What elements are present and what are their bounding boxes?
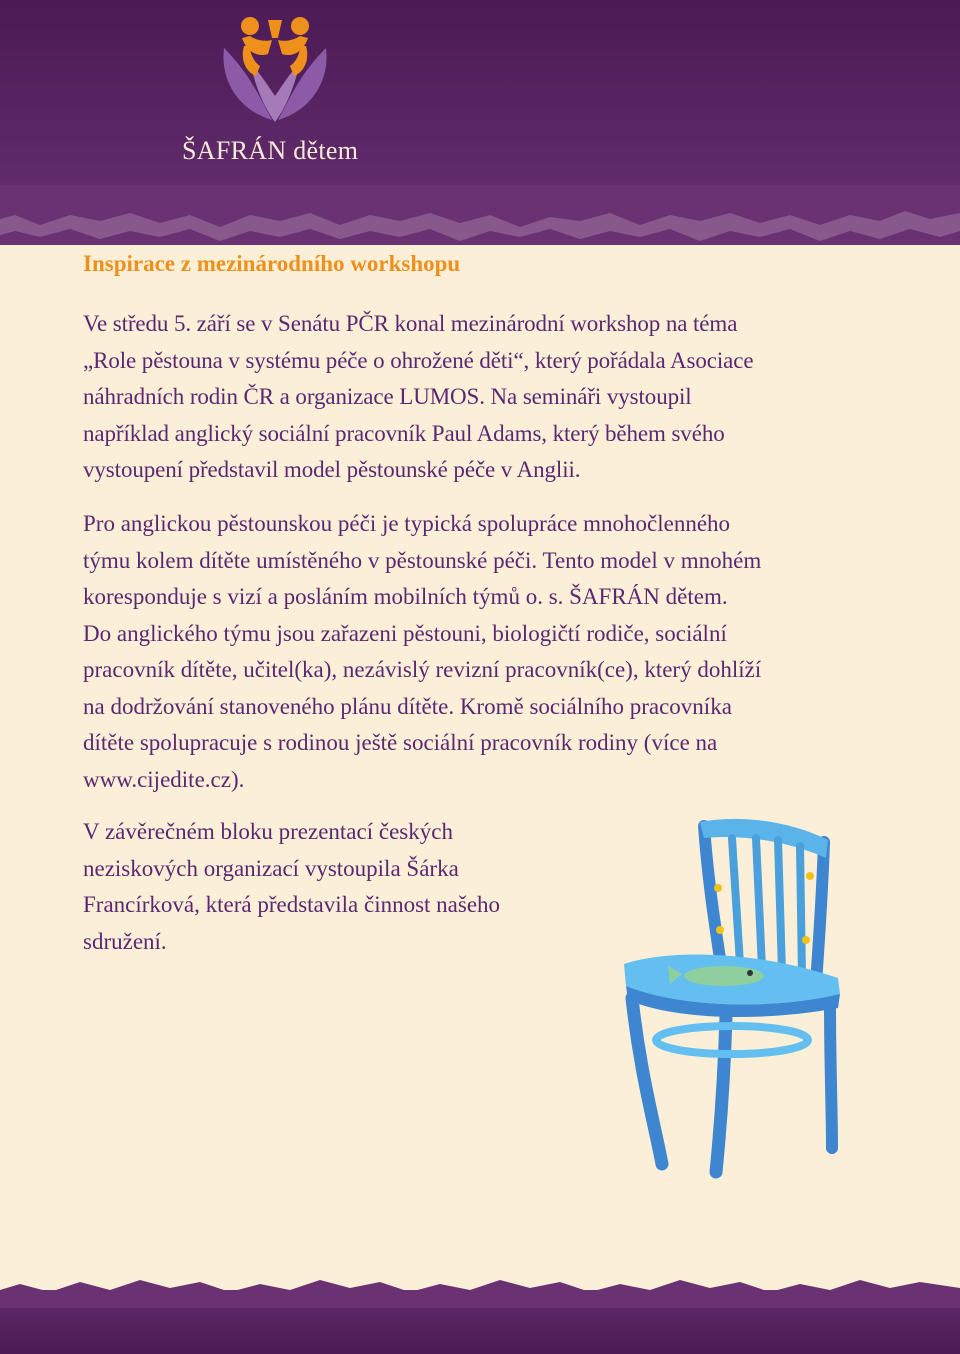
text-line: sdružení. [83, 928, 167, 954]
text-line: dítěte spolupracuje s rodinou ještě sociální pracovník rodiny (více na [83, 730, 718, 755]
torn-edge-bottom [0, 1268, 960, 1308]
text-line: „Role pěstouna v systému péče o ohrožené děti“, který pořádala Asociace [83, 347, 754, 373]
text-line: pracovník dítěte, učitel(ka), nezávislý revizní pracovník(ce), který dohlíží [83, 657, 762, 682]
torn-edge-top [0, 185, 960, 255]
article-heading: Inspirace z mezinárodního workshopu [83, 251, 461, 276]
text-line: koresponduje s vizí a posláním mobilních týmů o. s. ŠAFRÁN dětem. [83, 584, 728, 609]
safran-logo-icon [210, 10, 340, 130]
blue-chair-icon [612, 812, 852, 1182]
logo-text: ŠAFRÁN dětem [182, 136, 359, 165]
text-line: neziskových organizací vystoupila Šárka [83, 855, 459, 881]
text-line: na dodržování stanoveného plánu dítěte. Kromě sociálního pracovníka [83, 693, 732, 719]
text-line: náhradních rodin ČR a organizace LUMOS. Na semináři vystoupil [83, 384, 692, 409]
paragraph-3 [83, 814, 593, 960]
paragraph-2 [83, 506, 883, 798]
paragraph-1 [83, 306, 873, 489]
header-band [0, 0, 960, 245]
text-line: V závěrečném bloku prezentací českých [83, 819, 453, 844]
text-line: týmu kolem dítěte umístěného v pěstounské péči. Tento model v mnohém [83, 547, 762, 573]
footer-band [0, 1290, 960, 1354]
text-line: Ve středu 5. září se v Senátu PČR konal mezinárodní workshop na téma [83, 311, 738, 336]
text-line: Do anglického týmu jsou zařazeni pěstouni, biologičtí rodiče, sociální [83, 620, 727, 646]
text-line: www.cijedite.cz). [83, 766, 245, 792]
text-line: Francírková, která představila činnost našeho [83, 892, 501, 917]
text-line: vystoupení představil model pěstounské péče v Anglii. [83, 457, 581, 482]
text-line: Pro anglickou pěstounskou péči je typická spolupráce mnohočlenného [83, 511, 731, 536]
text-line: například anglický sociální pracovník Paul Adams, který během svého [83, 420, 725, 446]
